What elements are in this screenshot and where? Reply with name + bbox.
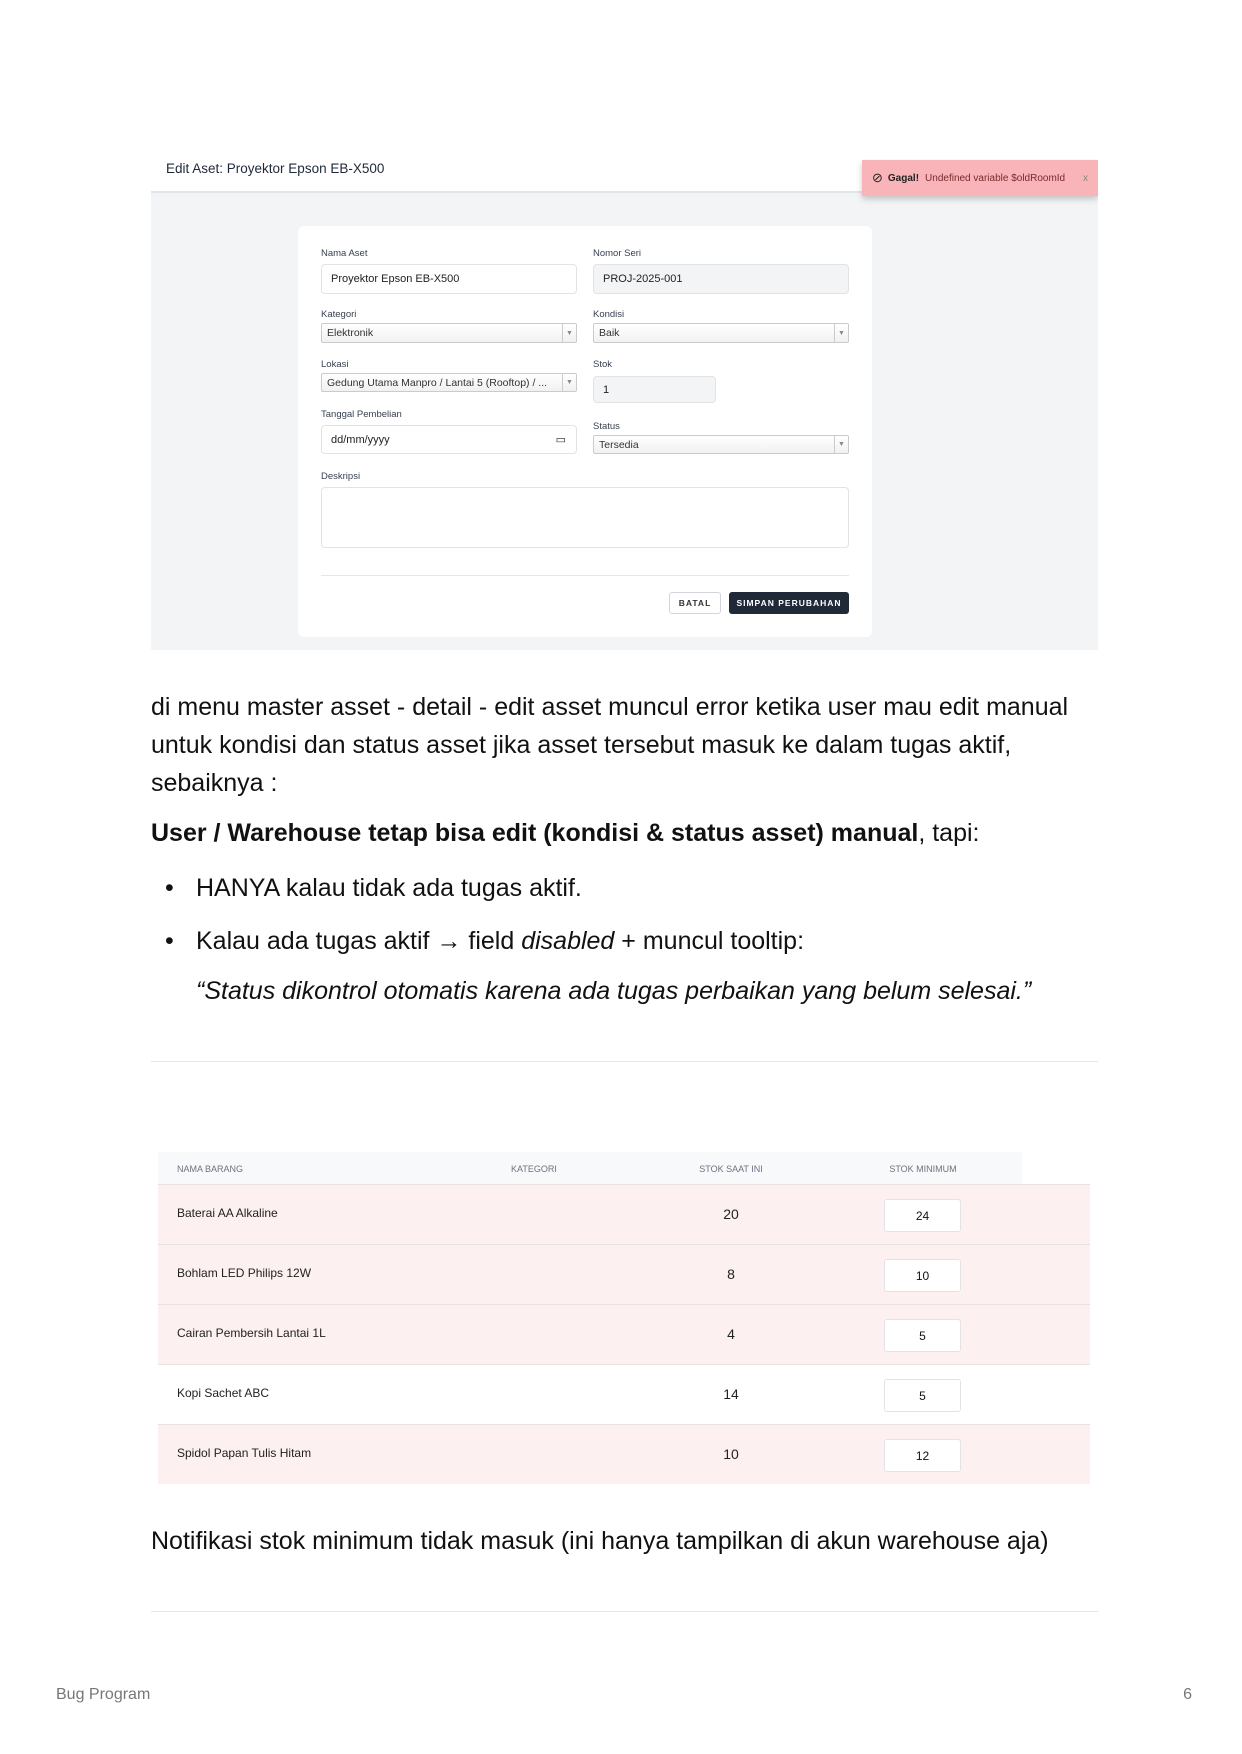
min-stock-input[interactable]: 5 <box>884 1379 961 1412</box>
kondisi-value: Baik <box>599 327 620 339</box>
edit-asset-screenshot <box>151 159 1098 650</box>
nama-aset-input[interactable]: Proyektor Epson EB-X500 <box>321 264 577 294</box>
deskripsi-textarea[interactable] <box>321 487 849 548</box>
tanggal-value: dd/mm/yyyy <box>331 433 390 446</box>
edit-form-card <box>298 226 872 637</box>
min-stock-input[interactable]: 12 <box>884 1439 961 1472</box>
item-stok: 4 <box>727 1326 735 1342</box>
tanggal-input[interactable] <box>321 425 577 454</box>
kondisi-select[interactable] <box>593 323 849 343</box>
item-name: Bohlam LED Philips 12W <box>177 1266 312 1280</box>
item-name: Cairan Pembersih Lantai 1L <box>177 1326 326 1340</box>
stok-input[interactable]: 1 <box>593 376 716 403</box>
header-kategori: KATEGORI <box>511 1164 557 1174</box>
chevron-down-icon: ▼ <box>834 324 848 342</box>
label-lokasi: Lokasi <box>321 359 349 370</box>
chevron-down-icon: ▼ <box>834 436 848 453</box>
notification-paragraph: Notifikasi stok minimum tidak masuk (ini hanya tampilkan di akun warehouse aja) <box>151 1527 1049 1555</box>
page-number: 6 <box>1183 1686 1192 1703</box>
bullet-2-em: disabled <box>521 927 615 955</box>
rule-line <box>151 814 1101 852</box>
bullet-2 <box>196 922 804 960</box>
table-row <box>158 1424 1090 1484</box>
calendar-icon[interactable]: ▭ <box>555 434 566 446</box>
table-row <box>158 1184 1090 1244</box>
table-row <box>158 1364 1090 1424</box>
item-name: Baterai AA Alkaline <box>177 1206 278 1220</box>
divider <box>321 575 849 576</box>
description-paragraph: di menu master asset - detail - edit asset muncul error ketika user mau edit manual untuk kondisi dan status asset jika asset tersebut masuk ke dalam tugas aktif, sebaiknya : <box>151 693 1069 797</box>
min-stock-input[interactable]: 24 <box>884 1199 961 1232</box>
status-value: Tersedia <box>599 438 639 451</box>
rule-tail: , tapi: <box>918 819 980 847</box>
label-stok: Stok <box>593 359 613 370</box>
header-stok-minimum: STOK MINIMUM <box>889 1164 957 1174</box>
cancel-button[interactable]: BATAL <box>669 592 721 614</box>
rule-bold: User / Warehouse tetap bisa edit (kondisi & status asset) manual <box>151 819 919 847</box>
nomor-seri-input[interactable]: PROJ-2025-001 <box>593 264 849 294</box>
min-stock-input[interactable]: 10 <box>884 1259 961 1292</box>
item-name: Spidol Papan Tulis Hitam <box>177 1446 312 1460</box>
divider <box>151 1611 1098 1612</box>
label-nomor-seri: Nomor Seri <box>593 248 642 259</box>
close-icon[interactable]: x <box>1083 172 1088 184</box>
status-select[interactable] <box>593 435 849 454</box>
label-kondisi: Kondisi <box>593 309 625 320</box>
footer-title: Bug Program <box>56 1686 151 1703</box>
save-button[interactable]: SIMPAN PERUBAHAN <box>729 592 849 614</box>
table-row <box>158 1304 1090 1364</box>
divider <box>151 1061 1098 1062</box>
item-stok: 10 <box>723 1446 739 1462</box>
header-nama-barang: NAMA BARANG <box>177 1164 244 1174</box>
label-status: Status <box>593 421 620 432</box>
kategori-value: Elektronik <box>327 327 374 339</box>
chevron-down-icon: ▼ <box>562 324 576 342</box>
item-name: Kopi Sachet ABC <box>177 1386 270 1400</box>
lokasi-select[interactable] <box>321 373 577 392</box>
header-stok-saat-ini: STOK SAAT INI <box>699 1164 763 1174</box>
ban-icon: ⊘ <box>872 170 883 185</box>
item-stok: 14 <box>723 1386 739 1402</box>
error-toast <box>862 160 1098 196</box>
chevron-down-icon: ▼ <box>562 374 576 391</box>
label-nama-aset: Nama Aset <box>321 248 368 259</box>
item-stok: 8 <box>727 1266 735 1282</box>
label-tanggal: Tanggal Pembelian <box>321 409 402 420</box>
table-header <box>158 1152 1022 1184</box>
bullet-dot: • <box>165 927 174 955</box>
lokasi-value: Gedung Utama Manpro / Lantai 5 (Rooftop) / ... <box>327 376 548 389</box>
bullet-2-text: Kalau ada tugas aktif → field <box>196 927 522 955</box>
bullet-dot: • <box>165 874 174 902</box>
bullet-2-tail: + muncul tooltip: <box>614 927 805 955</box>
kategori-select[interactable] <box>321 323 577 343</box>
toast-message: Undefined variable $oldRoomId <box>925 172 1066 184</box>
label-deskripsi: Deskripsi <box>321 471 361 482</box>
tooltip-quote: “Status dikontrol otomatis karena ada tugas perbaikan yang belum selesai.” <box>196 977 1032 1005</box>
min-stock-input[interactable]: 5 <box>884 1319 961 1352</box>
bullet-1: HANYA kalau tidak ada tugas aktif. <box>196 874 582 902</box>
page-title: Edit Aset: Proyektor Epson EB-X500 <box>166 161 385 176</box>
table-row <box>158 1244 1090 1304</box>
item-stok: 20 <box>723 1206 739 1222</box>
label-kategori: Kategori <box>321 309 357 320</box>
toast-label: Gagal! <box>887 172 920 184</box>
